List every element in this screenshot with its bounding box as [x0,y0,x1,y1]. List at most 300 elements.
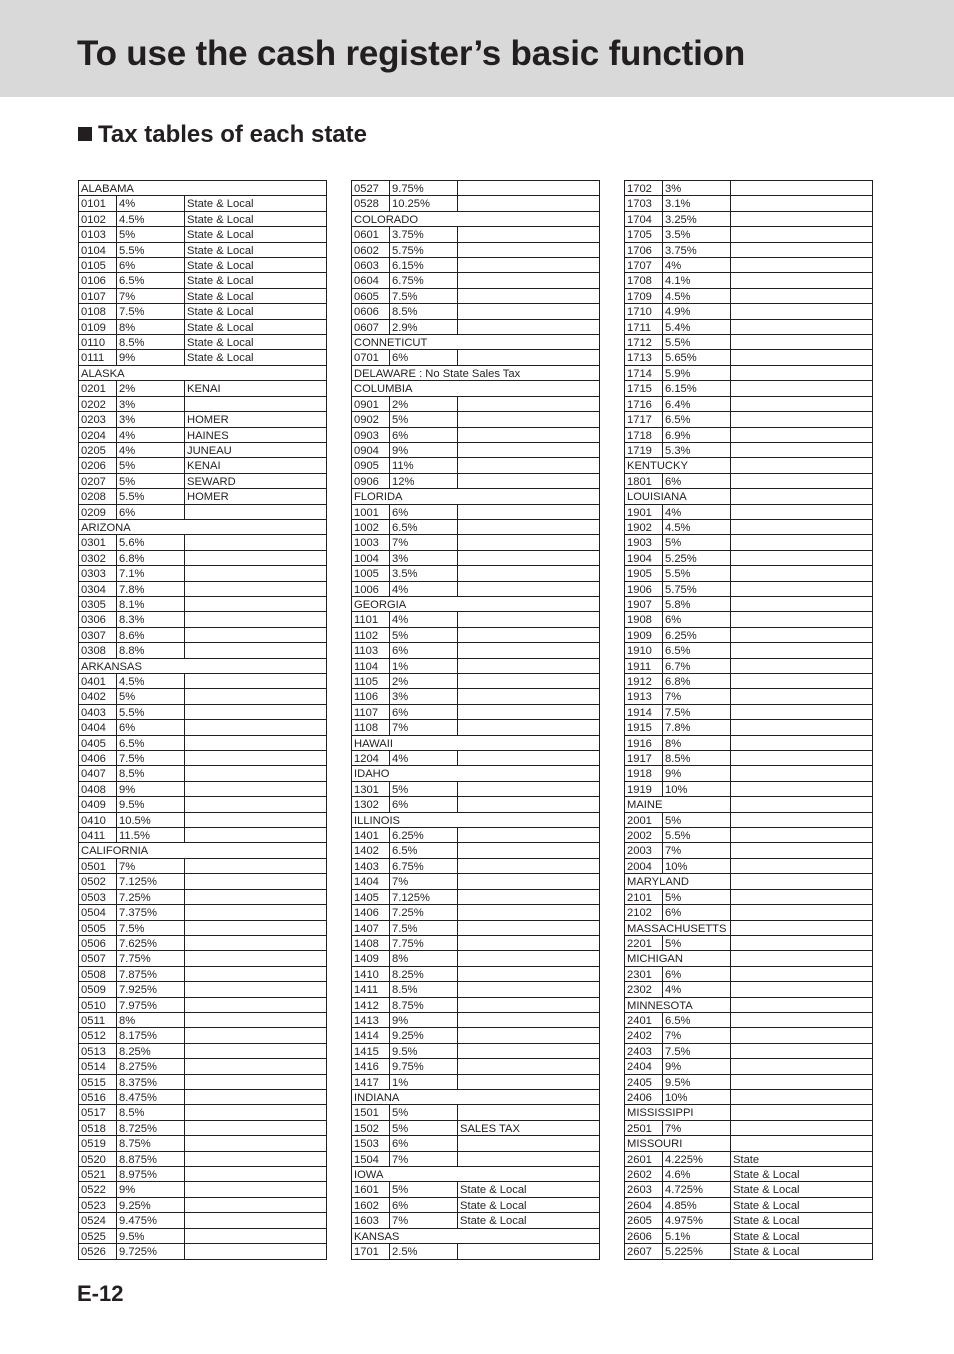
tax-rate: 5% [663,535,731,549]
tax-rate: 7.5% [117,921,185,935]
empty-cell [731,1136,872,1150]
table-row [625,1044,872,1059]
tax-rate: 6% [117,258,185,272]
tax-note [458,782,599,796]
tax-rate: 6% [663,905,731,919]
tax-rate: 7.8% [117,582,185,596]
tax-code: 0409 [79,797,117,811]
table-row [79,797,326,812]
table-row [625,936,872,951]
tax-code: 1715 [625,381,663,395]
table-row [79,766,326,781]
table-row [352,227,599,242]
tax-code: 0303 [79,566,117,580]
tax-rate: 5.5% [663,828,731,842]
tax-rate: 8.6% [117,628,185,642]
table-row [352,612,599,627]
tax-rate: 9% [390,443,458,457]
table-row [625,905,872,920]
table-row [625,397,872,412]
tax-code: 1405 [352,890,390,904]
tax-code: 0904 [352,443,390,457]
tax-rate: 3.1% [663,196,731,210]
table-row [352,998,599,1013]
table-row [352,689,599,704]
tax-code: 1204 [352,751,390,765]
tax-code: 0606 [352,304,390,318]
tax-note [185,951,326,965]
table-row [79,381,326,396]
tax-note [185,921,326,935]
table-row [625,243,872,258]
state-name: MICHIGAN [625,951,731,965]
tax-code: 0106 [79,273,117,287]
state-header-row [352,366,599,381]
table-row [352,258,599,273]
tax-rate: 7.375% [117,905,185,919]
table-row [352,474,599,489]
tax-code: 2301 [625,967,663,981]
tax-code: 0701 [352,350,390,364]
tax-note [458,689,599,703]
table-row [625,196,872,211]
tax-rate: 4.5% [663,289,731,303]
table-row [625,212,872,227]
tax-code: 1102 [352,628,390,642]
tax-note [185,551,326,565]
tax-note [458,243,599,257]
table-row [352,428,599,443]
tax-code: 2605 [625,1213,663,1227]
tax-note [458,320,599,334]
tax-rate: 2% [117,381,185,395]
tax-code: 2302 [625,982,663,996]
tax-rate: 8.5% [117,766,185,780]
tax-note [458,535,599,549]
tax-note [458,1105,599,1119]
empty-cell [731,874,872,888]
table-row [352,320,599,335]
table-row [625,535,872,550]
state-header-row [625,874,872,889]
tax-note: State & Local [187,306,254,319]
state-name: LOUISIANA [625,489,731,503]
table-row [79,566,326,581]
table-row [79,535,326,550]
tax-note [458,921,599,935]
tax-code: 0107 [79,289,117,303]
table-row [625,258,872,273]
tax-code: 1006 [352,582,390,596]
tax-rate: 4.5% [117,674,185,688]
tax-rate: 7.125% [390,890,458,904]
state-name: MINNESOTA [625,998,731,1012]
tax-note: State & Local [187,213,254,226]
tax-code: 1602 [352,1198,390,1212]
tax-note [185,628,326,642]
tax-note: State & Local [187,275,254,288]
state-header-row [625,921,872,936]
table-row [352,273,599,288]
table-row [625,335,872,350]
state-header-row [625,797,872,812]
tax-rate: 8.8% [117,643,185,657]
tax-code: 1406 [352,905,390,919]
tax-note: State & Local [187,337,254,350]
tax-note [185,1044,326,1058]
table-row [352,951,599,966]
state-header-row [352,489,599,504]
tax-note [185,998,326,1012]
tax-rate: 4.5% [117,212,185,226]
table-row [79,951,326,966]
table-row [625,720,872,735]
table-row [79,443,326,458]
tax-note [185,1152,326,1166]
table-row [625,1059,872,1074]
state-name: IOWA [354,1169,384,1181]
tax-code: 1915 [625,720,663,734]
tax-note [185,967,326,981]
tax-rate: 5.9% [663,366,731,380]
state-header-row [352,1229,599,1244]
tax-rate: 9.5% [117,797,185,811]
tax-table-column-1 [78,180,327,1260]
tax-note [731,736,872,750]
tax-rate: 8.5% [390,304,458,318]
tax-rate: 3.5% [390,566,458,580]
tax-note [731,227,872,241]
tax-code: 1001 [352,505,390,519]
table-row [352,1028,599,1043]
tax-code: 0307 [79,628,117,642]
tax-code: 1901 [625,505,663,519]
table-row [79,1167,326,1182]
tax-note [731,813,872,827]
tax-code: 2404 [625,1059,663,1073]
state-name: GEORGIA [354,598,407,611]
tax-rate: 8% [663,736,731,750]
table-row [352,1182,599,1197]
tax-note [731,689,872,703]
tax-rate: 6.7% [663,659,731,673]
tax-code: 2003 [625,843,663,857]
table-row [625,890,872,905]
tax-note [731,381,872,395]
state-name: KENTUCKY [625,458,731,472]
tax-code: 2406 [625,1090,663,1104]
tax-note [185,1013,326,1027]
table-row [79,1198,326,1213]
table-row [79,736,326,751]
table-row [79,1121,326,1136]
table-row [79,1013,326,1028]
tax-code: 0902 [352,412,390,426]
tax-rate: 11.5% [117,828,185,842]
tax-code: 1003 [352,535,390,549]
tax-note [458,843,599,857]
tax-code: 1101 [352,612,390,626]
tax-code: 1914 [625,705,663,719]
tax-code: 1909 [625,628,663,642]
tax-code: 1913 [625,689,663,703]
tax-note: HOMER [187,414,229,427]
tax-code: 0410 [79,813,117,827]
tax-note [731,828,872,842]
tax-rate: 6.5% [117,736,185,750]
tax-code: 0901 [352,397,390,411]
state-name: FLORIDA [354,491,403,504]
tax-rate: 6% [117,505,185,519]
tax-code: 0102 [79,212,117,226]
tax-code: 1917 [625,751,663,765]
tax-code: 0407 [79,766,117,780]
tax-rate: 8.5% [663,751,731,765]
tax-rate: 7.25% [117,890,185,904]
tax-rate: 4.725% [663,1182,731,1196]
tax-note [185,1213,326,1227]
tax-rate: 5% [663,813,731,827]
tax-note [185,797,326,811]
tax-code: 1916 [625,736,663,750]
table-row [625,674,872,689]
tax-code: 2601 [625,1152,663,1166]
tax-code: 0507 [79,951,117,965]
tax-rate: 4.6% [663,1167,731,1181]
tax-code: 0511 [79,1013,117,1027]
tax-note [185,1229,326,1243]
tax-code: 2607 [625,1244,663,1259]
empty-cell [731,797,872,811]
empty-cell [731,458,872,472]
tax-note [185,736,326,750]
tax-code: 0108 [79,304,117,318]
tax-note [731,967,872,981]
tax-note: SEWARD [187,475,236,488]
table-row [625,1213,872,1228]
table-row [79,705,326,720]
tax-rate: 4% [390,612,458,626]
tax-note [731,720,872,734]
tax-note [185,1244,326,1259]
tax-rate: 3% [117,397,185,411]
tax-rate: 5.25% [663,551,731,565]
table-row [79,320,326,335]
tax-rate: 7.5% [663,1044,731,1058]
tax-note [458,659,599,673]
table-row [625,474,872,489]
tax-rate: 9% [663,1059,731,1073]
tax-rate: 2% [390,674,458,688]
tax-code: 1002 [352,520,390,534]
tax-code: 1503 [352,1136,390,1150]
tax-code: 0506 [79,936,117,950]
table-row [625,366,872,381]
table-row [352,551,599,566]
table-row [352,628,599,643]
tax-code: 1919 [625,782,663,796]
tax-note [458,443,599,457]
tax-rate: 5.5% [663,335,731,349]
table-row [79,1059,326,1074]
tax-rate: 8.375% [117,1075,185,1089]
table-row [352,181,599,196]
tax-note [185,397,326,411]
tax-note [458,397,599,411]
tax-code: 0306 [79,612,117,626]
table-row [79,258,326,273]
tax-note [731,705,872,719]
tax-code: 0605 [352,289,390,303]
table-row [625,1198,872,1213]
tax-code: 0304 [79,582,117,596]
table-row [352,196,599,211]
tax-code: 0504 [79,905,117,919]
tax-rate: 8.975% [117,1167,185,1181]
tax-rate: 6.5% [390,843,458,857]
tax-rate: 1% [390,659,458,673]
tax-code: 2402 [625,1028,663,1042]
tax-code: 1401 [352,828,390,842]
tax-code: 2403 [625,1044,663,1058]
tax-note [731,196,872,210]
tax-code: 1710 [625,304,663,318]
tax-note: State & Local [187,198,254,211]
tax-note [185,643,326,657]
tax-rate: 7.75% [117,951,185,965]
tax-rate: 9.75% [390,1059,458,1073]
table-row [625,1244,872,1259]
tax-note [458,1059,599,1073]
tax-rate: 4% [117,196,185,210]
state-name: ALABAMA [81,183,134,195]
tax-rate: 9.25% [117,1198,185,1212]
tax-note [185,982,326,996]
tax-code: 0519 [79,1136,117,1150]
tax-code: 2602 [625,1167,663,1181]
tax-code: 2001 [625,813,663,827]
table-row [625,1028,872,1043]
tax-code: 1504 [352,1152,390,1166]
tax-code: 1410 [352,967,390,981]
tax-code: 1407 [352,921,390,935]
tax-code: 1706 [625,243,663,257]
tax-note [185,1167,326,1181]
tax-rate: 10% [663,782,731,796]
tax-note [185,782,326,796]
tax-code: 0526 [79,1244,117,1259]
table-row [79,612,326,627]
empty-cell [731,998,872,1012]
tax-rate: 3% [390,689,458,703]
tax-rate: 7% [117,859,185,873]
table-row [352,1152,599,1167]
tax-note [185,705,326,719]
tax-rate: 9.5% [663,1075,731,1089]
table-row [352,751,599,766]
tax-note: State & Local [187,260,254,273]
table-row [625,751,872,766]
state-header-row [352,335,599,350]
tax-code: 0305 [79,597,117,611]
tax-rate: 8.875% [117,1152,185,1166]
tax-note [185,597,326,611]
table-row [352,505,599,520]
state-name: IDAHO [354,768,390,781]
tax-rate: 8% [117,320,185,334]
tax-note [731,320,872,334]
tax-rate: 6.75% [390,273,458,287]
tax-code: 1905 [625,566,663,580]
tax-code: 0403 [79,705,117,719]
table-row [79,273,326,288]
tax-code: 0104 [79,243,117,257]
tax-rate: 6% [390,643,458,657]
table-row [625,1167,872,1182]
tax-code: 0514 [79,1059,117,1073]
tax-code: 0517 [79,1105,117,1119]
tax-rate: 6.9% [663,428,731,442]
tax-note [731,304,872,318]
tax-note [731,366,872,380]
tax-note [731,751,872,765]
state-name: CONNETICUT [354,337,428,350]
tax-note [458,289,599,303]
table-row [352,1013,599,1028]
table-row [79,196,326,211]
tax-note: State & Local [187,352,254,365]
square-bullet-icon [78,127,92,141]
tax-note [185,1090,326,1104]
state-name: INDIANA [354,1091,400,1104]
tax-note [458,428,599,442]
tax-code: 0405 [79,736,117,750]
tax-note: JUNEAU [187,444,232,457]
table-row [625,505,872,520]
tax-note [458,350,599,364]
table-row [79,335,326,350]
tax-code: 1908 [625,612,663,626]
tax-note [731,335,872,349]
tax-code: 1704 [625,212,663,226]
tax-note [731,535,872,549]
tax-rate: 5.5% [117,243,185,257]
tax-rate: 5.5% [117,705,185,719]
table-row [625,428,872,443]
table-row [352,1059,599,1074]
tax-note [731,843,872,857]
tax-code: 0205 [79,443,117,457]
table-row [79,689,326,704]
table-row [625,967,872,982]
tax-rate: 6.15% [390,258,458,272]
tax-note [458,967,599,981]
tax-note [185,1136,326,1150]
state-header-row [625,489,872,504]
tax-note [731,520,872,534]
tax-rate: 1% [390,1075,458,1089]
tax-rate: 4% [663,258,731,272]
table-row [625,289,872,304]
tax-rate: 5% [390,1105,458,1119]
tax-rate: 8.25% [390,967,458,981]
page-number: E-12 [77,1281,124,1306]
tax-note [458,612,599,626]
table-row [79,967,326,982]
tax-note [185,828,326,842]
tax-code: 1911 [625,659,663,673]
tax-rate: 6.5% [117,273,185,287]
